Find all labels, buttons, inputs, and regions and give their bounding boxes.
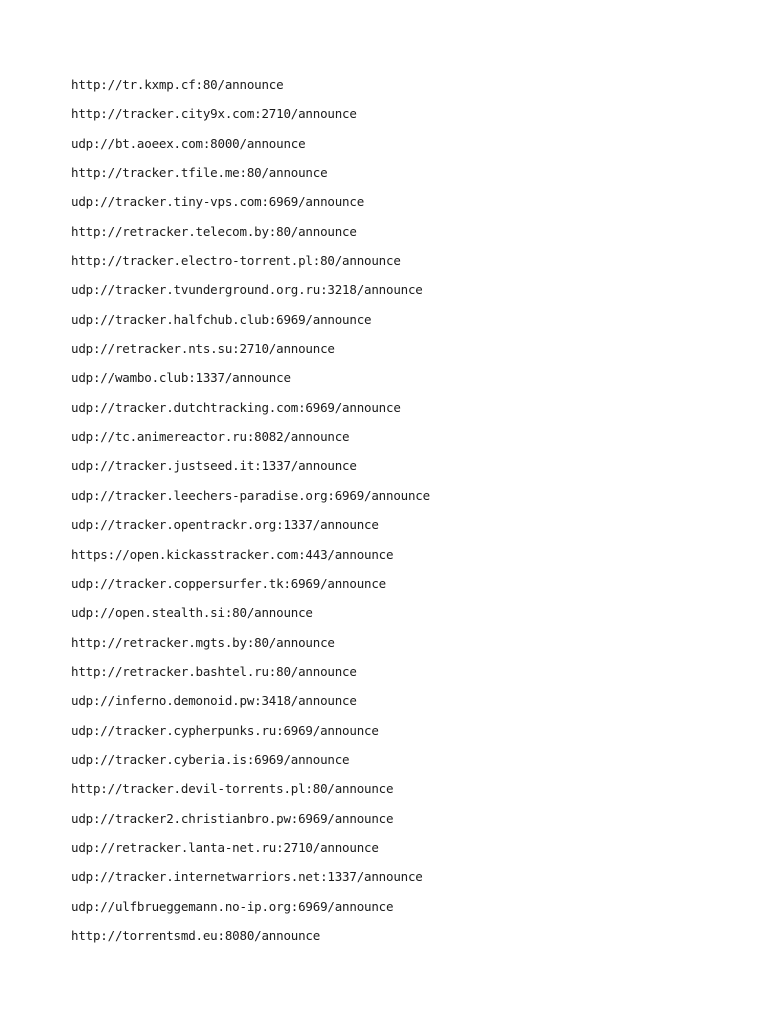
tracker-url: udp://tracker.leechers-paradise.org:6969/announce [71, 487, 430, 503]
tracker-url: http://tracker.tfile.me:80/announce [71, 165, 328, 181]
tracker-url: https://open.kickasstracker.com:443/announce [71, 546, 394, 562]
tracker-url: http://retracker.mgts.by:80/announce [71, 634, 335, 650]
tracker-url: udp://retracker.lanta-net.ru:2710/announce [71, 839, 379, 855]
tracker-url: udp://tracker.justseed.it:1337/announce [71, 458, 357, 474]
tracker-url: udp://tc.animereactor.ru:8082/announce [71, 429, 350, 445]
tracker-url: udp://tracker.cyberia.is:6969/announce [71, 751, 350, 767]
tracker-url: udp://bt.aoeex.com:8000/announce [71, 135, 306, 151]
tracker-url: udp://open.stealth.si:80/announce [71, 605, 313, 621]
tracker-url: http://torrentsmd.eu:8080/announce [71, 927, 321, 943]
tracker-url: udp://tracker.halfchub.club:6969/announce [71, 311, 372, 327]
tracker-url: udp://ulfbrueggemann.no-ip.org:6969/announce [71, 898, 394, 914]
tracker-url: http://tracker.city9x.com:2710/announce [71, 106, 357, 122]
tracker-url: udp://inferno.demonoid.pw:3418/announce [71, 693, 357, 709]
tracker-url: udp://tracker.tvunderground.org.ru:3218/announce [71, 282, 423, 298]
tracker-url: http://tracker.electro-torrent.pl:80/announce [71, 253, 401, 269]
tracker-url: http://tr.kxmp.cf:80/announce [71, 77, 284, 92]
tracker-url: udp://wambo.club:1337/announce [71, 370, 291, 386]
tracker-url: udp://tracker.cypherpunks.ru:6969/announce [71, 722, 379, 738]
tracker-url: udp://tracker.internetwarriors.net:1337/announce [71, 869, 423, 885]
tracker-url: udp://retracker.nts.su:2710/announce [71, 341, 335, 357]
tracker-url: udp://tracker.dutchtracking.com:6969/announce [71, 399, 401, 415]
tracker-url: udp://tracker.opentrackr.org:1337/announce [71, 517, 379, 533]
tracker-url: udp://tracker.tiny-vps.com:6969/announce [71, 194, 365, 210]
tracker-url: udp://tracker2.christianbro.pw:6969/announce [71, 810, 394, 826]
tracker-url: http://tracker.devil-torrents.pl:80/announce [71, 781, 394, 797]
tracker-list [71, 70, 430, 950]
tracker-url: http://retracker.bashtel.ru:80/announce [71, 663, 357, 679]
tracker-url: udp://tracker.coppersurfer.tk:6969/announce [71, 575, 387, 591]
tracker-url: http://retracker.telecom.by:80/announce [71, 223, 357, 239]
